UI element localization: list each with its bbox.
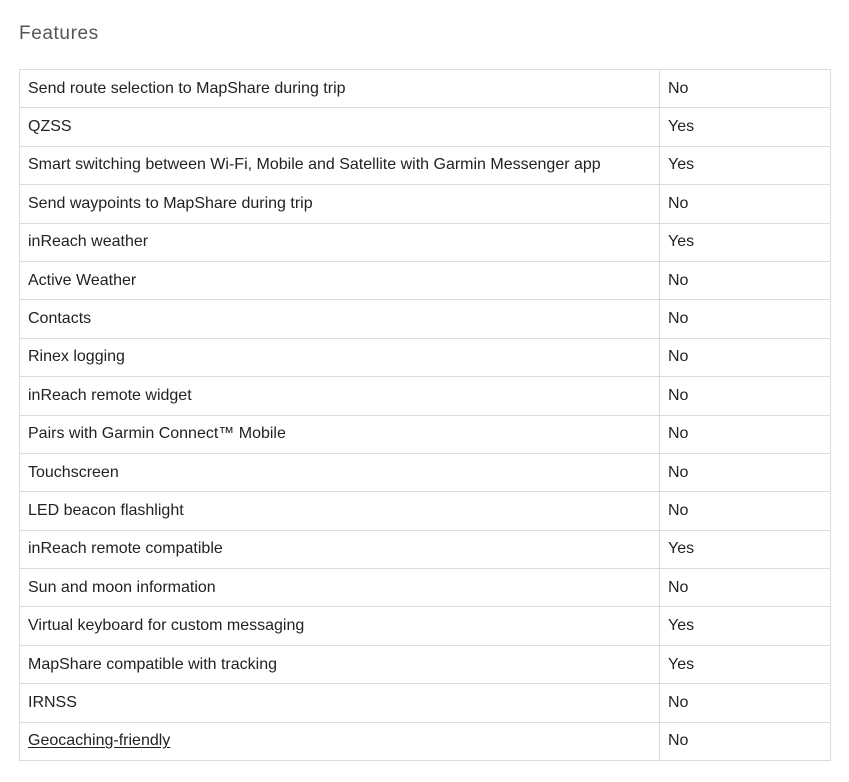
table-row [20,70,831,108]
feature-name-cell[interactable] [20,722,660,760]
feature-name-cell: Send waypoints to MapShare during trip [20,185,660,223]
feature-value-cell: No [660,261,831,299]
feature-name-cell: inReach remote widget [20,377,660,415]
feature-value-cell: No [660,300,831,338]
table-row [20,108,831,146]
feature-value-cell: No [660,185,831,223]
feature-name-cell: Smart switching between Wi-Fi, Mobile and Satellite with Garmin Messenger app [20,146,660,184]
feature-value-cell: Yes [660,146,831,184]
feature-value-cell: Yes [660,223,831,261]
table-row [20,645,831,683]
table-row [20,146,831,184]
feature-name-cell: inReach weather [20,223,660,261]
feature-name-cell: Active Weather [20,261,660,299]
feature-value-cell: Yes [660,530,831,568]
feature-value-cell: No [660,415,831,453]
feature-name-cell: Rinex logging [20,338,660,376]
features-table [19,69,831,761]
table-row [20,569,831,607]
feature-value-cell: No [660,453,831,491]
feature-value-cell: No [660,338,831,376]
section-title: Features [19,23,99,44]
feature-value-cell: Yes [660,645,831,683]
table-row [20,223,831,261]
feature-value-cell: No [660,377,831,415]
feature-name-cell: Sun and moon information [20,569,660,607]
feature-name-cell: LED beacon flashlight [20,492,660,530]
feature-name-cell: Send route selection to MapShare during trip [20,70,660,108]
feature-name-cell: MapShare compatible with tracking [20,645,660,683]
table-row [20,530,831,568]
feature-value-cell: No [660,70,831,108]
feature-value-cell: No [660,492,831,530]
feature-name-cell: Virtual keyboard for custom messaging [20,607,660,645]
table-row [20,607,831,645]
table-row [20,684,831,722]
table-row [20,338,831,376]
feature-value-cell: Yes [660,607,831,645]
feature-name-cell: Pairs with Garmin Connect™ Mobile [20,415,660,453]
table-row [20,492,831,530]
table-row [20,261,831,299]
features-table-body [20,70,831,761]
feature-name-cell: Contacts [20,300,660,338]
table-row [20,415,831,453]
table-row [20,377,831,415]
feature-link[interactable]: Geocaching-friendly [28,732,171,750]
feature-name-cell: QZSS [20,108,660,146]
feature-value-cell: No [660,722,831,760]
feature-value-cell: Yes [660,108,831,146]
feature-value-cell: No [660,684,831,722]
feature-name-cell: Touchscreen [20,453,660,491]
table-row [20,453,831,491]
table-row [20,300,831,338]
feature-value-cell: No [660,569,831,607]
feature-name-cell: inReach remote compatible [20,530,660,568]
table-row [20,722,831,760]
feature-name-cell: IRNSS [20,684,660,722]
table-row [20,185,831,223]
